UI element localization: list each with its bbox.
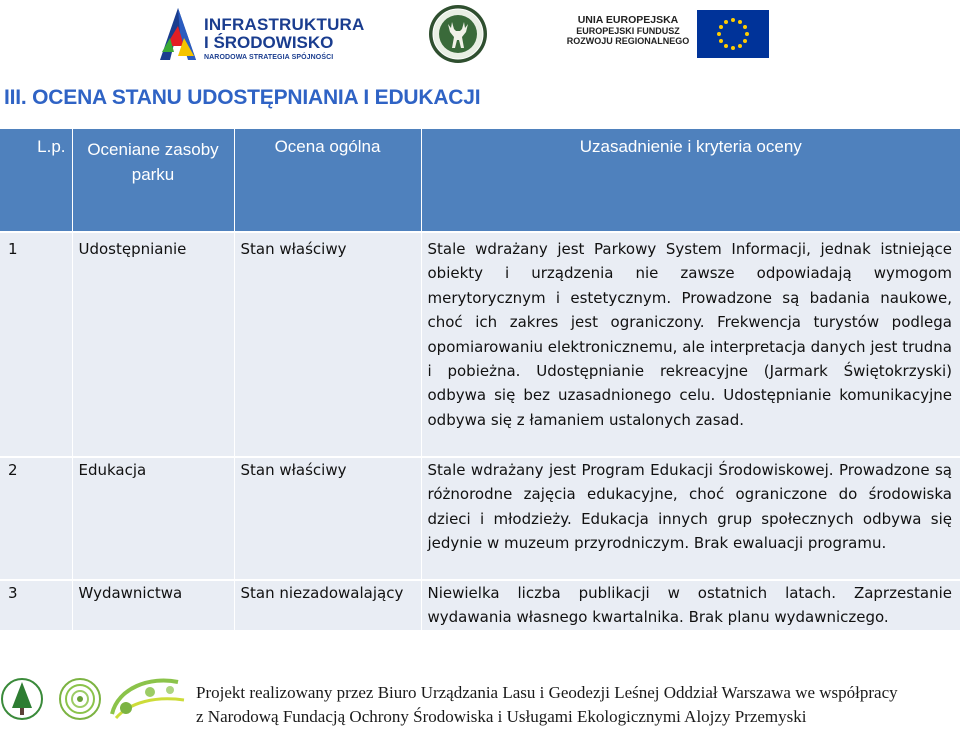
deer-emblem-icon	[428, 4, 488, 64]
strategia-subtitle: NARODOWA STRATEGIA SPÓJNOŚCI	[204, 54, 334, 61]
row-number: 1	[0, 232, 72, 457]
eu-title: UNIA EUROPEJSKA	[577, 14, 679, 26]
row-assessment: Stan niezadowalający	[234, 580, 421, 630]
footer-line-1: Projekt realizowany przez Biuro Urządzania Lasu i Geodezji Leśnej Oddział Warszawa we współpracy	[196, 683, 898, 702]
eu-regional: ROZWOJU REGIONALNEGO	[566, 36, 690, 47]
table-row	[0, 457, 960, 580]
header-assessment: Ocena ogólna	[234, 129, 421, 232]
eu-fund: EUROPEJSKI FUNDUSZ	[576, 26, 680, 37]
table-header-row	[0, 129, 960, 232]
row-resource: Udostępnianie	[72, 232, 234, 457]
eu-logo	[565, 10, 770, 60]
uslugi-ekologiczne-logo-icon	[112, 680, 184, 718]
row-number: 2	[0, 457, 72, 580]
header-logos	[0, 0, 960, 72]
infrastruktura-mark-icon	[158, 6, 198, 62]
row-justification: Stale wdrażany jest Program Edukacji Środowiskowej. Prowadzone są różnorodne zajęcia edukacyjne, choć ograniczone do środowiska dzieci i młodzieży. Edukacja innych grup społecznych odbywa się jedynie w muzeum przyrodniczym. Brak ewaluacji programu.	[421, 457, 960, 580]
row-justification: Stale wdrażany jest Parkowy System Informacji, jednak istniejące obiekty i urządzenia nie zawsze odpowiadają wymogom merytorycznym i estetycznym. Prowadzone są badania naukowe, choć ich zakres jest ograniczony. Frekwencja turystów podlega opomiarowaniu elektronicznemu, ale interpretacja danych jest trudna i pobieżna. Udostępnianie rekreacyjne (Jarmark Świętokrzyski) odbywa się bez uzasadnionego celu. Udostępnianie komunikacyjne odbywa się z łamaniem ustalonych zasad.	[421, 232, 960, 457]
tree-emblem-icon	[2, 679, 42, 719]
header-resources: Oceniane zasoby parku	[72, 129, 234, 232]
page-title: III. OCENA STANU UDOSTĘPNIANIA I EDUKACJI	[4, 86, 481, 109]
row-resource: Wydawnictwa	[72, 580, 234, 630]
row-number: 3	[0, 580, 72, 630]
table-row	[0, 232, 960, 457]
footer-credits	[196, 681, 960, 729]
row-assessment: Stan właściwy	[234, 232, 421, 457]
infrastruktura-logo	[158, 6, 365, 64]
nfos-logo-icon	[60, 679, 100, 719]
header-lp: L.p.	[0, 129, 72, 232]
srodowisko-title: I ŚRODOWISKO	[204, 33, 334, 52]
header-justification: Uzasadnienie i kryteria oceny	[421, 129, 960, 232]
assessment-table	[0, 129, 960, 630]
infrastruktura-title: INFRASTRUKTURA	[204, 15, 365, 34]
table-row	[0, 580, 960, 630]
footer-logos	[0, 668, 190, 730]
footer-line-2: z Narodową Fundacją Ochrony Środowiska i Usługami Ekologicznymi Alojzy Przemyski	[196, 707, 807, 726]
row-justification: Niewielka liczba publikacji w ostatnich latach. Zaprzestanie wydawania własnego kwartalnika. Brak planu wydawniczego.	[421, 580, 960, 630]
eu-flag-icon	[697, 10, 769, 58]
row-resource: Edukacja	[72, 457, 234, 580]
row-assessment: Stan właściwy	[234, 457, 421, 580]
